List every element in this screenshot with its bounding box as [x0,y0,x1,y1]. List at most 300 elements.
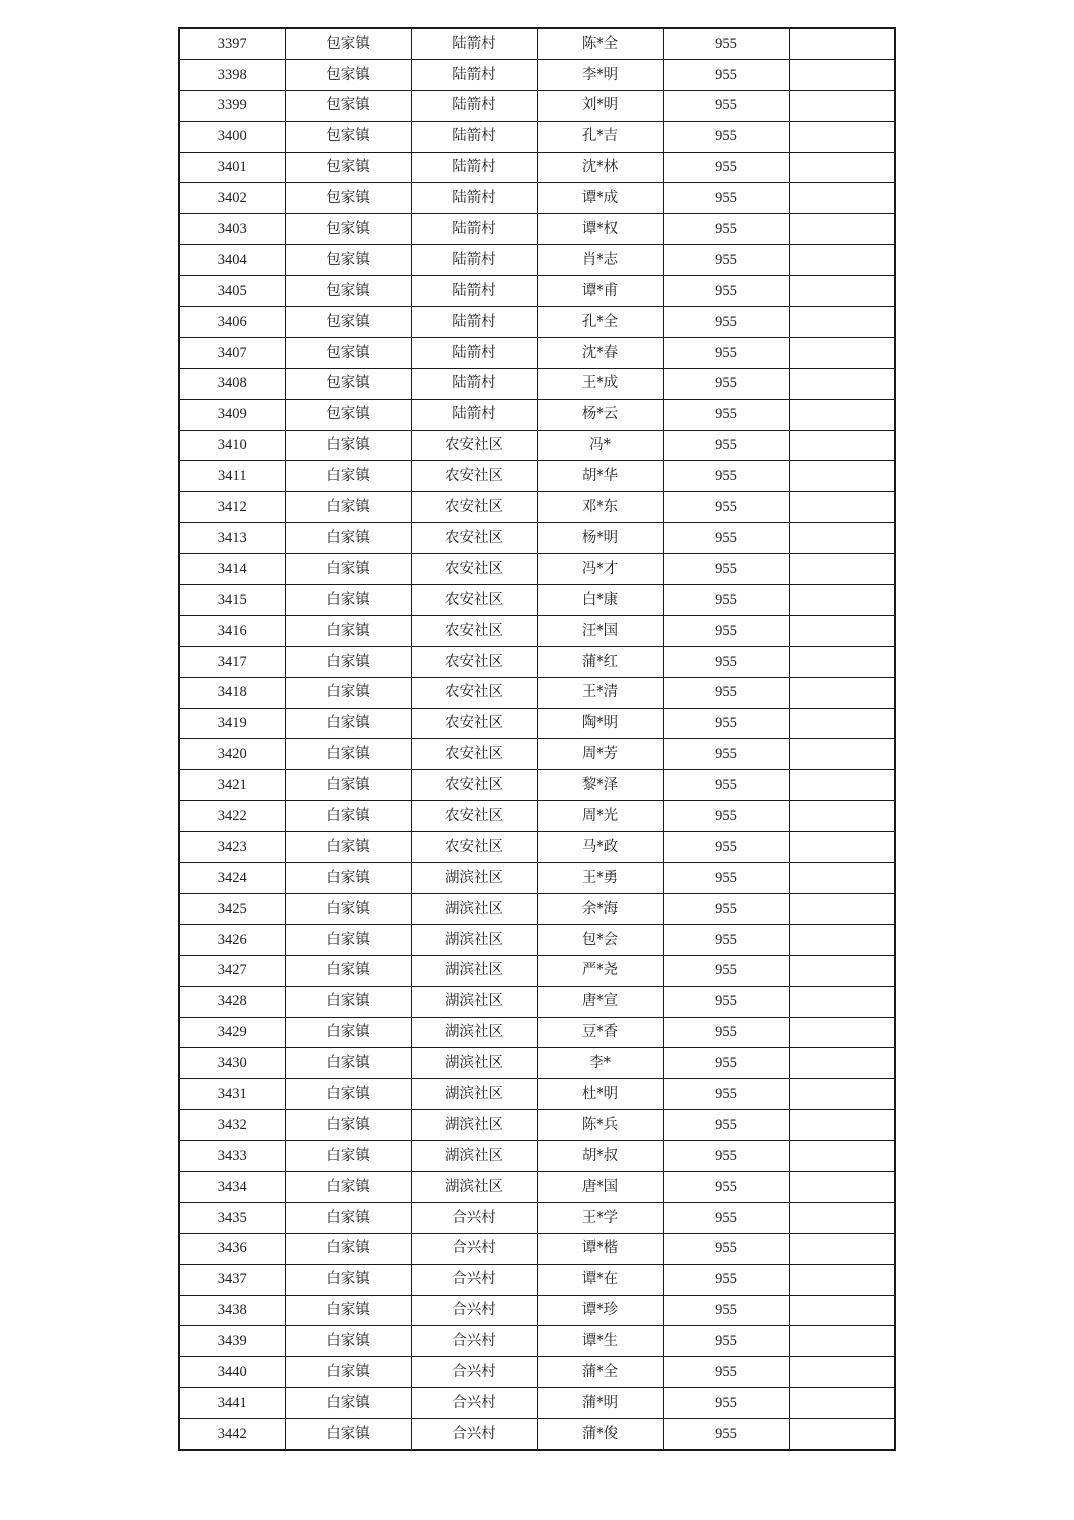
remarks-cell [789,399,895,430]
remarks-cell [789,1264,895,1295]
table-row [179,1202,895,1233]
table-row [179,1357,895,1388]
serial-number-cell: 3439 [179,1326,285,1357]
remarks-cell [789,832,895,863]
person-name-cell: 陈*全 [537,28,663,59]
amount-cell: 955 [663,770,789,801]
town-cell: 白家镇 [285,492,411,523]
remarks-cell [789,1079,895,1110]
table-row [179,183,895,214]
town-cell: 白家镇 [285,1419,411,1450]
serial-number-cell: 3426 [179,924,285,955]
amount-cell: 955 [663,276,789,307]
remarks-cell [789,245,895,276]
remarks-cell [789,1048,895,1079]
town-cell: 白家镇 [285,1388,411,1419]
village-cell: 陆箭村 [411,214,537,245]
town-cell: 白家镇 [285,955,411,986]
town-cell: 包家镇 [285,121,411,152]
serial-number-cell: 3399 [179,90,285,121]
village-cell: 陆箭村 [411,152,537,183]
person-name-cell: 马*政 [537,832,663,863]
amount-cell: 955 [663,430,789,461]
town-cell: 包家镇 [285,276,411,307]
remarks-cell [789,863,895,894]
town-cell: 白家镇 [285,461,411,492]
serial-number-cell: 3433 [179,1141,285,1172]
amount-cell: 955 [663,307,789,338]
village-cell: 农安社区 [411,523,537,554]
table-row [179,461,895,492]
village-cell: 湖滨社区 [411,863,537,894]
table-row [179,1419,895,1450]
table-row [179,585,895,616]
document-page [178,27,896,1451]
town-cell: 包家镇 [285,368,411,399]
village-cell: 陆箭村 [411,90,537,121]
table-row [179,399,895,430]
amount-cell: 955 [663,183,789,214]
village-cell: 合兴村 [411,1233,537,1264]
amount-cell: 955 [663,554,789,585]
person-name-cell: 杜*明 [537,1079,663,1110]
serial-number-cell: 3402 [179,183,285,214]
table-row [179,492,895,523]
remarks-cell [789,492,895,523]
village-cell: 湖滨社区 [411,1079,537,1110]
person-name-cell: 蒲*俊 [537,1419,663,1450]
town-cell: 白家镇 [285,708,411,739]
village-cell: 陆箭村 [411,337,537,368]
village-cell: 湖滨社区 [411,1048,537,1079]
table-row [179,1141,895,1172]
table-row [179,214,895,245]
table-row [179,1079,895,1110]
serial-number-cell: 3437 [179,1264,285,1295]
town-cell: 白家镇 [285,1048,411,1079]
village-cell: 农安社区 [411,646,537,677]
village-cell: 农安社区 [411,832,537,863]
person-name-cell: 邓*东 [537,492,663,523]
remarks-cell [789,430,895,461]
person-name-cell: 胡*叔 [537,1141,663,1172]
serial-number-cell: 3420 [179,739,285,770]
roster-table [178,27,896,1451]
village-cell: 合兴村 [411,1264,537,1295]
serial-number-cell: 3409 [179,399,285,430]
person-name-cell: 陈*兵 [537,1110,663,1141]
remarks-cell [789,121,895,152]
person-name-cell: 胡*华 [537,461,663,492]
remarks-cell [789,1388,895,1419]
village-cell: 合兴村 [411,1295,537,1326]
remarks-cell [789,90,895,121]
town-cell: 包家镇 [285,245,411,276]
town-cell: 白家镇 [285,924,411,955]
amount-cell: 955 [663,986,789,1017]
serial-number-cell: 3406 [179,307,285,338]
remarks-cell [789,893,895,924]
village-cell: 农安社区 [411,585,537,616]
person-name-cell: 杨*云 [537,399,663,430]
amount-cell: 955 [663,1110,789,1141]
serial-number-cell: 3410 [179,430,285,461]
town-cell: 白家镇 [285,430,411,461]
village-cell: 合兴村 [411,1419,537,1450]
serial-number-cell: 3422 [179,801,285,832]
remarks-cell [789,770,895,801]
remarks-cell [789,337,895,368]
remarks-cell [789,152,895,183]
town-cell: 白家镇 [285,863,411,894]
amount-cell: 955 [663,1171,789,1202]
serial-number-cell: 3400 [179,121,285,152]
town-cell: 白家镇 [285,1141,411,1172]
amount-cell: 955 [663,1295,789,1326]
serial-number-cell: 3414 [179,554,285,585]
amount-cell: 955 [663,152,789,183]
village-cell: 农安社区 [411,801,537,832]
person-name-cell: 杨*明 [537,523,663,554]
town-cell: 白家镇 [285,523,411,554]
person-name-cell: 余*海 [537,893,663,924]
town-cell: 白家镇 [285,801,411,832]
person-name-cell: 蒲*红 [537,646,663,677]
serial-number-cell: 3408 [179,368,285,399]
table-row [179,59,895,90]
amount-cell: 955 [663,1357,789,1388]
remarks-cell [789,677,895,708]
table-row [179,1295,895,1326]
person-name-cell: 谭*权 [537,214,663,245]
village-cell: 湖滨社区 [411,1110,537,1141]
village-cell: 农安社区 [411,554,537,585]
village-cell: 农安社区 [411,739,537,770]
table-row [179,708,895,739]
table-row [179,893,895,924]
remarks-cell [789,554,895,585]
village-cell: 陆箭村 [411,245,537,276]
person-name-cell: 肖*志 [537,245,663,276]
town-cell: 白家镇 [285,1017,411,1048]
serial-number-cell: 3423 [179,832,285,863]
person-name-cell: 孔*吉 [537,121,663,152]
village-cell: 陆箭村 [411,307,537,338]
person-name-cell: 沈*林 [537,152,663,183]
person-name-cell: 李* [537,1048,663,1079]
serial-number-cell: 3432 [179,1110,285,1141]
village-cell: 陆箭村 [411,183,537,214]
table-row [179,554,895,585]
table-row [179,986,895,1017]
amount-cell: 955 [663,739,789,770]
remarks-cell [789,1357,895,1388]
remarks-cell [789,1233,895,1264]
table-row [179,739,895,770]
serial-number-cell: 3416 [179,615,285,646]
town-cell: 白家镇 [285,832,411,863]
serial-number-cell: 3415 [179,585,285,616]
table-row [179,337,895,368]
person-name-cell: 谭*在 [537,1264,663,1295]
amount-cell: 955 [663,863,789,894]
serial-number-cell: 3435 [179,1202,285,1233]
person-name-cell: 刘*明 [537,90,663,121]
person-name-cell: 蒲*全 [537,1357,663,1388]
amount-cell: 955 [663,1202,789,1233]
town-cell: 白家镇 [285,739,411,770]
remarks-cell [789,615,895,646]
town-cell: 白家镇 [285,1110,411,1141]
serial-number-cell: 3431 [179,1079,285,1110]
serial-number-cell: 3407 [179,337,285,368]
village-cell: 湖滨社区 [411,955,537,986]
table-row [179,368,895,399]
town-cell: 包家镇 [285,337,411,368]
serial-number-cell: 3418 [179,677,285,708]
serial-number-cell: 3421 [179,770,285,801]
person-name-cell: 谭*楷 [537,1233,663,1264]
serial-number-cell: 3434 [179,1171,285,1202]
serial-number-cell: 3411 [179,461,285,492]
amount-cell: 955 [663,801,789,832]
amount-cell: 955 [663,893,789,924]
serial-number-cell: 3436 [179,1233,285,1264]
roster-table-body [179,28,895,1450]
village-cell: 陆箭村 [411,368,537,399]
village-cell: 农安社区 [411,677,537,708]
serial-number-cell: 3403 [179,214,285,245]
remarks-cell [789,276,895,307]
person-name-cell: 汪*国 [537,615,663,646]
table-row [179,152,895,183]
table-row [179,121,895,152]
serial-number-cell: 3419 [179,708,285,739]
town-cell: 白家镇 [285,986,411,1017]
table-row [179,28,895,59]
amount-cell: 955 [663,708,789,739]
table-row [179,955,895,986]
amount-cell: 955 [663,492,789,523]
serial-number-cell: 3441 [179,1388,285,1419]
table-row [179,1110,895,1141]
table-row [179,1171,895,1202]
table-row [179,245,895,276]
table-row [179,307,895,338]
serial-number-cell: 3397 [179,28,285,59]
amount-cell: 955 [663,677,789,708]
table-row [179,770,895,801]
remarks-cell [789,955,895,986]
village-cell: 合兴村 [411,1357,537,1388]
person-name-cell: 谭*生 [537,1326,663,1357]
table-row [179,832,895,863]
serial-number-cell: 3438 [179,1295,285,1326]
table-row [179,90,895,121]
table-row [179,523,895,554]
serial-number-cell: 3427 [179,955,285,986]
village-cell: 农安社区 [411,492,537,523]
person-name-cell: 严*尧 [537,955,663,986]
amount-cell: 955 [663,1264,789,1295]
person-name-cell: 包*会 [537,924,663,955]
person-name-cell: 周*光 [537,801,663,832]
remarks-cell [789,368,895,399]
town-cell: 包家镇 [285,59,411,90]
table-row [179,1264,895,1295]
serial-number-cell: 3430 [179,1048,285,1079]
village-cell: 湖滨社区 [411,1141,537,1172]
town-cell: 包家镇 [285,28,411,59]
remarks-cell [789,1110,895,1141]
table-row [179,430,895,461]
table-row [179,1326,895,1357]
table-row [179,924,895,955]
village-cell: 陆箭村 [411,121,537,152]
remarks-cell [789,214,895,245]
amount-cell: 955 [663,1419,789,1450]
person-name-cell: 谭*甫 [537,276,663,307]
town-cell: 包家镇 [285,152,411,183]
remarks-cell [789,307,895,338]
town-cell: 白家镇 [285,1357,411,1388]
village-cell: 陆箭村 [411,28,537,59]
remarks-cell [789,986,895,1017]
table-row [179,276,895,307]
town-cell: 白家镇 [285,770,411,801]
town-cell: 包家镇 [285,399,411,430]
village-cell: 陆箭村 [411,276,537,307]
person-name-cell: 王*勇 [537,863,663,894]
town-cell: 白家镇 [285,1079,411,1110]
serial-number-cell: 3405 [179,276,285,307]
person-name-cell: 豆*香 [537,1017,663,1048]
person-name-cell: 李*明 [537,59,663,90]
amount-cell: 955 [663,955,789,986]
person-name-cell: 王*成 [537,368,663,399]
amount-cell: 955 [663,832,789,863]
table-row [179,1388,895,1419]
remarks-cell [789,1141,895,1172]
amount-cell: 955 [663,59,789,90]
remarks-cell [789,1017,895,1048]
town-cell: 白家镇 [285,1295,411,1326]
remarks-cell [789,1202,895,1233]
village-cell: 农安社区 [411,615,537,646]
amount-cell: 955 [663,121,789,152]
person-name-cell: 唐*宣 [537,986,663,1017]
person-name-cell: 黎*泽 [537,770,663,801]
amount-cell: 955 [663,1233,789,1264]
town-cell: 包家镇 [285,183,411,214]
serial-number-cell: 3428 [179,986,285,1017]
person-name-cell: 白*康 [537,585,663,616]
remarks-cell [789,1295,895,1326]
person-name-cell: 谭*成 [537,183,663,214]
amount-cell: 955 [663,523,789,554]
remarks-cell [789,461,895,492]
amount-cell: 955 [663,1079,789,1110]
table-row [179,863,895,894]
town-cell: 白家镇 [285,893,411,924]
amount-cell: 955 [663,1017,789,1048]
village-cell: 农安社区 [411,708,537,739]
town-cell: 包家镇 [285,214,411,245]
amount-cell: 955 [663,1141,789,1172]
person-name-cell: 孔*全 [537,307,663,338]
village-cell: 农安社区 [411,430,537,461]
serial-number-cell: 3401 [179,152,285,183]
remarks-cell [789,28,895,59]
table-row [179,646,895,677]
amount-cell: 955 [663,646,789,677]
amount-cell: 955 [663,1048,789,1079]
remarks-cell [789,523,895,554]
person-name-cell: 唐*国 [537,1171,663,1202]
table-row [179,1017,895,1048]
serial-number-cell: 3417 [179,646,285,677]
town-cell: 白家镇 [285,585,411,616]
town-cell: 包家镇 [285,307,411,338]
table-row [179,677,895,708]
amount-cell: 955 [663,90,789,121]
remarks-cell [789,739,895,770]
serial-number-cell: 3440 [179,1357,285,1388]
serial-number-cell: 3424 [179,863,285,894]
amount-cell: 955 [663,924,789,955]
town-cell: 白家镇 [285,1264,411,1295]
table-row [179,801,895,832]
serial-number-cell: 3425 [179,893,285,924]
amount-cell: 955 [663,28,789,59]
village-cell: 湖滨社区 [411,924,537,955]
amount-cell: 955 [663,245,789,276]
table-row [179,615,895,646]
village-cell: 湖滨社区 [411,1171,537,1202]
village-cell: 合兴村 [411,1326,537,1357]
person-name-cell: 王*清 [537,677,663,708]
remarks-cell [789,1419,895,1450]
remarks-cell [789,801,895,832]
amount-cell: 955 [663,1388,789,1419]
remarks-cell [789,1326,895,1357]
town-cell: 白家镇 [285,1233,411,1264]
person-name-cell: 蒲*明 [537,1388,663,1419]
person-name-cell: 王*学 [537,1202,663,1233]
village-cell: 农安社区 [411,461,537,492]
town-cell: 白家镇 [285,554,411,585]
remarks-cell [789,646,895,677]
town-cell: 白家镇 [285,677,411,708]
amount-cell: 955 [663,399,789,430]
serial-number-cell: 3442 [179,1419,285,1450]
table-row [179,1233,895,1264]
town-cell: 白家镇 [285,615,411,646]
amount-cell: 955 [663,214,789,245]
table-row [179,1048,895,1079]
remarks-cell [789,1171,895,1202]
village-cell: 湖滨社区 [411,1017,537,1048]
amount-cell: 955 [663,1326,789,1357]
remarks-cell [789,59,895,90]
village-cell: 农安社区 [411,770,537,801]
remarks-cell [789,585,895,616]
village-cell: 陆箭村 [411,399,537,430]
town-cell: 白家镇 [285,1202,411,1233]
person-name-cell: 冯* [537,430,663,461]
amount-cell: 955 [663,615,789,646]
person-name-cell: 周*芳 [537,739,663,770]
